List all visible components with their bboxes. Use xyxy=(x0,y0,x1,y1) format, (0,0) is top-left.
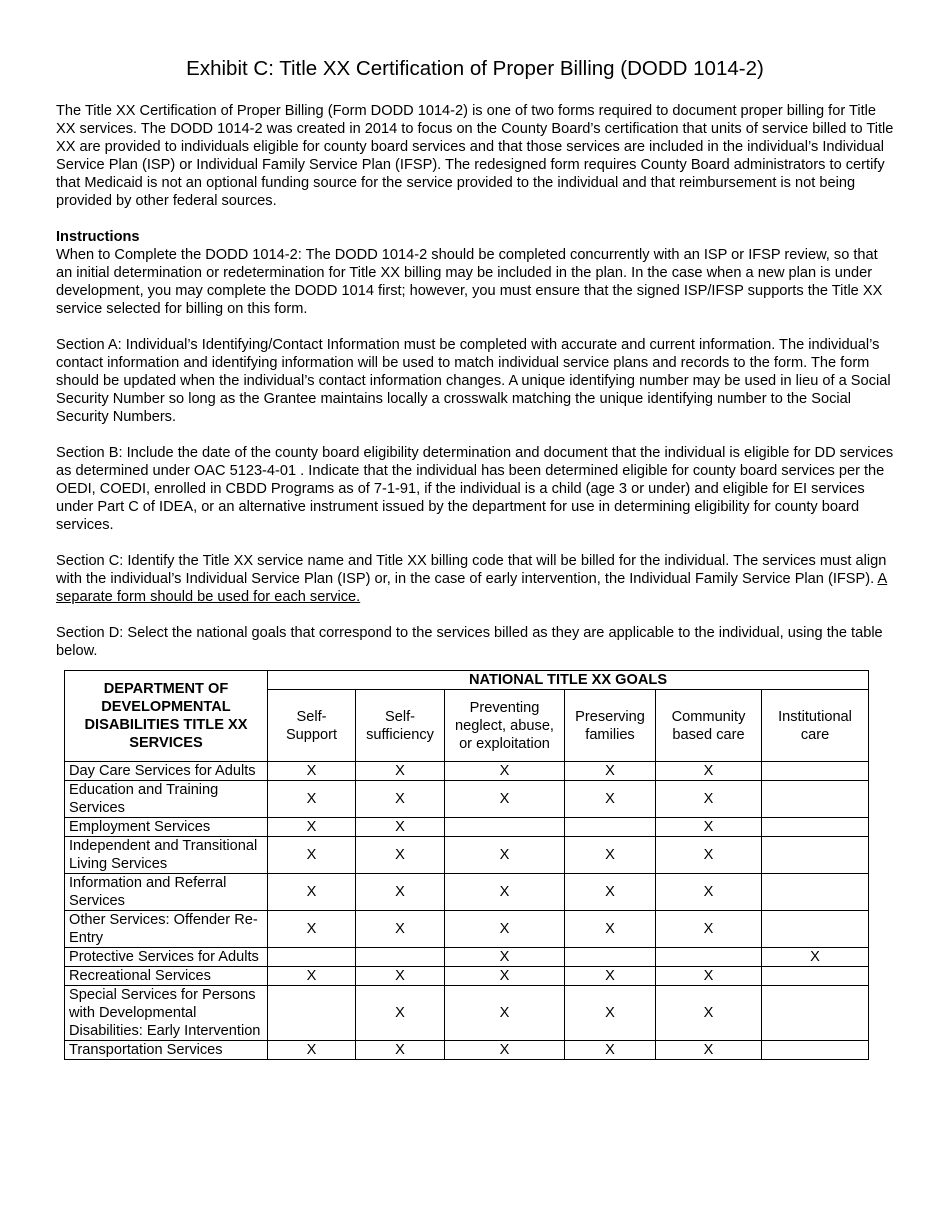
goal-mark-cell: X xyxy=(445,948,565,967)
table-row xyxy=(65,967,869,986)
goal-mark-cell: X xyxy=(565,1041,656,1060)
goal-mark-cell: X xyxy=(356,837,445,874)
goal-mark-cell: X xyxy=(356,911,445,948)
service-name-cell: Transportation Services xyxy=(65,1041,268,1060)
goal-mark-cell xyxy=(762,874,869,911)
goal-mark-cell: X xyxy=(268,818,356,837)
table-row xyxy=(65,762,869,781)
goal-mark-cell xyxy=(762,1041,869,1060)
goal-mark-cell: X xyxy=(762,948,869,967)
goal-mark-cell: X xyxy=(268,911,356,948)
goal-header-self-sufficiency: Self-sufficiency xyxy=(356,690,445,762)
goal-mark-cell: X xyxy=(656,818,762,837)
goal-mark-cell: X xyxy=(656,762,762,781)
service-name-cell: Special Services for Persons with Developmental Disabilities: Early Intervention xyxy=(65,986,268,1041)
service-name-cell: Employment Services xyxy=(65,818,268,837)
goal-header-preserving-families: Preserving families xyxy=(565,690,656,762)
goal-mark-cell: X xyxy=(268,781,356,818)
table-row xyxy=(65,781,869,818)
goal-mark-cell xyxy=(762,986,869,1041)
goal-mark-cell: X xyxy=(565,781,656,818)
goal-header-self-support: Self-Support xyxy=(268,690,356,762)
goal-mark-cell: X xyxy=(656,911,762,948)
service-name-cell: Information and Referral Services xyxy=(65,874,268,911)
goal-mark-cell: X xyxy=(356,781,445,818)
section-c-paragraph xyxy=(56,552,894,606)
goal-mark-cell xyxy=(656,948,762,967)
service-name-cell: Recreational Services xyxy=(65,967,268,986)
table-row xyxy=(65,818,869,837)
goal-mark-cell: X xyxy=(268,967,356,986)
service-name-cell: Day Care Services for Adults xyxy=(65,762,268,781)
goal-mark-cell: X xyxy=(356,818,445,837)
intro-paragraph: The Title XX Certification of Proper Billing (Form DODD 1014-2) is one of two forms required to document proper billing for Title XX services. The DODD 1014-2 was created in 2014 to focus on the County Board’s certification that units of service billed to Title XX are provided to individuals eligible for county board services and that those services are included in the individual’s Individual Service Plan (ISP) or Individual Family Service Plan (IFSP). The redesigned form requires County Board administrators to certify that Medicaid is not an optional funding source for the service provided to the individual and that reimbursement is not being provided by other federal sources. xyxy=(56,103,894,209)
goal-mark-cell: X xyxy=(565,874,656,911)
section-b-paragraph: Section B: Include the date of the county board eligibility determination and document that the individual is eligible for DD services as determined under OAC 5123-4-01 . Indicate that the individual has been determined eligible for county board services per the OEDI, COEDI, enrolled in CBDD Programs as of 7-1-91, if the individual is a child (age 3 or under) and eligible for EI services under Part C of IDEA, or an alternative instrument issued by the department for use in determining eligibility for county board services. xyxy=(56,445,894,533)
goal-header-preventing-neglect: Preventing neglect, abuse, or exploitation xyxy=(445,690,565,762)
goal-mark-cell: X xyxy=(565,986,656,1041)
goal-mark-cell: X xyxy=(445,874,565,911)
goal-mark-cell: X xyxy=(356,874,445,911)
goal-mark-cell: X xyxy=(268,837,356,874)
instructions-heading: Instructions xyxy=(56,229,140,245)
goal-header-institutional-care: Institutional care xyxy=(762,690,869,762)
service-name-cell: Independent and Transitional Living Services xyxy=(65,837,268,874)
goal-mark-cell: X xyxy=(656,986,762,1041)
goal-mark-cell: X xyxy=(445,837,565,874)
goal-mark-cell: X xyxy=(268,762,356,781)
goal-mark-cell xyxy=(268,948,356,967)
goal-mark-cell: X xyxy=(565,911,656,948)
goal-mark-cell xyxy=(762,762,869,781)
service-name-cell: Education and Training Services xyxy=(65,781,268,818)
document-page xyxy=(56,56,894,678)
goal-mark-cell: X xyxy=(565,762,656,781)
service-name-cell: Other Services: Offender Re-Entry xyxy=(65,911,268,948)
goal-mark-cell xyxy=(445,818,565,837)
goal-mark-cell: X xyxy=(356,1041,445,1060)
section-c-underlined-text: A separate form should be used for each service. xyxy=(56,571,888,605)
goal-mark-cell: X xyxy=(656,967,762,986)
goal-mark-cell: X xyxy=(445,762,565,781)
goal-mark-cell: X xyxy=(268,874,356,911)
national-goals-header: NATIONAL TITLE XX GOALS xyxy=(268,671,869,690)
table-row xyxy=(65,948,869,967)
goal-mark-cell: X xyxy=(445,986,565,1041)
goal-mark-cell: X xyxy=(356,967,445,986)
table-row xyxy=(65,837,869,874)
goal-mark-cell xyxy=(762,818,869,837)
goal-mark-cell: X xyxy=(445,781,565,818)
goal-mark-cell: X xyxy=(445,967,565,986)
goal-mark-cell xyxy=(565,948,656,967)
table-row xyxy=(65,1041,869,1060)
goal-mark-cell: X xyxy=(356,762,445,781)
goal-mark-cell xyxy=(762,911,869,948)
title-xx-goals-table xyxy=(64,670,869,1060)
goal-mark-cell: X xyxy=(268,1041,356,1060)
document-title: Exhibit C: Title XX Certification of Proper Billing (DODD 1014-2) xyxy=(186,57,764,80)
section-c-text: Section C: Identify the Title XX service name and Title XX billing code that will be billed for the individual. The services must align with the individual’s Individual Service Plan (ISP) or, in the case of early intervention, the Individual Family Service Plan (IFSP). xyxy=(56,553,887,587)
section-d-paragraph: Section D: Select the national goals that correspond to the services billed as they are applicable to the individual, using the table below. xyxy=(56,625,883,659)
goal-mark-cell: X xyxy=(356,986,445,1041)
table-row xyxy=(65,874,869,911)
goal-mark-cell xyxy=(268,986,356,1041)
goal-mark-cell xyxy=(762,967,869,986)
table-row xyxy=(65,986,869,1041)
goal-mark-cell: X xyxy=(656,781,762,818)
goals-table-body xyxy=(65,762,869,1060)
when-to-complete-paragraph: When to Complete the DODD 1014-2: The DODD 1014-2 should be completed concurrently with an ISP or IFSP review, so that an initial determination or redetermination for Title XX billing may be included in the plan. In the case when a new plan is under development, you may complete the DODD 1014 first; however, you must ensure that the signed ISP/IFSP supports the Title XX service selected for billing on this form. xyxy=(56,247,883,317)
goal-mark-cell: X xyxy=(656,874,762,911)
goal-mark-cell: X xyxy=(565,837,656,874)
services-column-header: DEPARTMENT OF DEVELOPMENTAL DISABILITIES TITLE XX SERVICES xyxy=(65,671,268,762)
service-name-cell: Protective Services for Adults xyxy=(65,948,268,967)
goal-mark-cell xyxy=(762,837,869,874)
goal-header-community-based-care: Community based care xyxy=(656,690,762,762)
goal-mark-cell: X xyxy=(565,967,656,986)
goal-mark-cell: X xyxy=(656,837,762,874)
goal-mark-cell xyxy=(565,818,656,837)
goal-mark-cell xyxy=(356,948,445,967)
goal-mark-cell: X xyxy=(445,1041,565,1060)
section-a-paragraph: Section A: Individual’s Identifying/Contact Information must be completed with accurate and current information. The individual’s contact information and identifying information will be used to match individual service plans and records to the form. The form should be updated when the individual’s contact information changes. A unique identifying number may be used in lieu of a Social Security Number so long as the Grantee maintains locally a crosswalk matching the unique identifying number to the Social Security Numbers. xyxy=(56,337,891,425)
goal-mark-cell: X xyxy=(656,1041,762,1060)
goal-mark-cell xyxy=(762,781,869,818)
goal-mark-cell: X xyxy=(445,911,565,948)
table-row xyxy=(65,911,869,948)
